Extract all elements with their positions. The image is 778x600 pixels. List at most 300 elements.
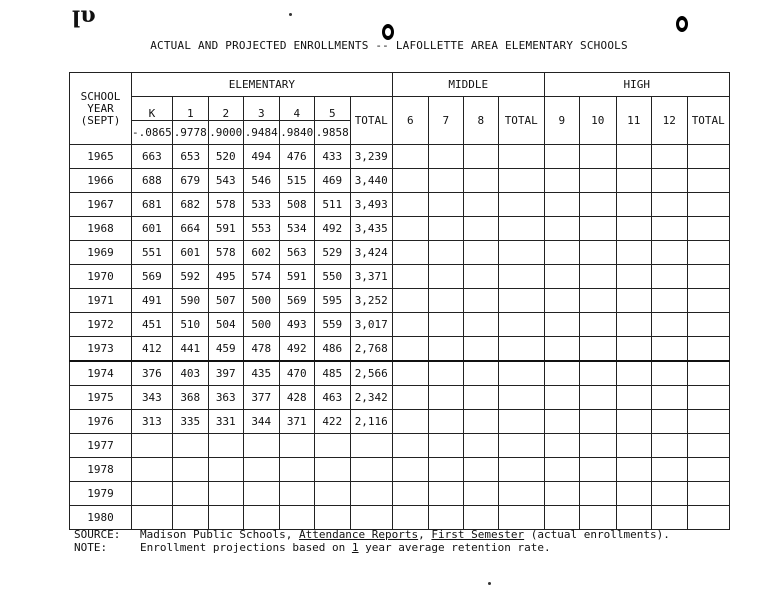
enrollment-cell: 511 [314, 193, 350, 217]
enrollment-cell: 591 [279, 265, 314, 289]
empty-cell [498, 313, 544, 337]
empty-cell [428, 289, 463, 313]
enrollment-cell: 682 [172, 193, 208, 217]
elementary-total-cell: 3,435 [350, 217, 392, 241]
enrollment-cell: 550 [314, 265, 350, 289]
enrollment-cell: 463 [314, 386, 350, 410]
year-cell: 1973 [70, 337, 132, 362]
empty-cell [544, 265, 579, 289]
empty-cell [428, 458, 463, 482]
enrollment-cell [208, 458, 243, 482]
enrollment-cell: 569 [279, 289, 314, 313]
empty-cell [687, 434, 729, 458]
retention-rate-5: .9858 [314, 121, 350, 145]
empty-cell [616, 289, 651, 313]
enrollment-cell: 546 [243, 169, 279, 193]
empty-cell [544, 289, 579, 313]
empty-cell [579, 361, 616, 386]
table-row [70, 410, 730, 434]
empty-cell [579, 482, 616, 506]
enrollment-cell: 492 [279, 337, 314, 362]
enrollment-cell: 533 [243, 193, 279, 217]
enrollment-cell: 510 [172, 313, 208, 337]
elementary-total-cell: 3,239 [350, 145, 392, 169]
empty-cell [463, 434, 498, 458]
empty-cell [616, 145, 651, 169]
empty-cell [544, 361, 579, 386]
enrollment-cell [314, 506, 350, 530]
empty-cell [498, 361, 544, 386]
handwritten-mark: ꞁυ [72, 2, 96, 28]
empty-cell [392, 313, 428, 337]
enrollment-cell: 491 [132, 289, 173, 313]
empty-cell [687, 265, 729, 289]
enrollment-cell: 553 [243, 217, 279, 241]
empty-cell [498, 289, 544, 313]
enrollment-cell [279, 506, 314, 530]
enrollment-cell [243, 482, 279, 506]
enrollment-cell: 433 [314, 145, 350, 169]
table-row [70, 386, 730, 410]
year-cell: 1972 [70, 313, 132, 337]
enrollment-cell [243, 506, 279, 530]
enrollment-cell: 451 [132, 313, 173, 337]
enrollment-cell: 664 [172, 217, 208, 241]
enrollment-cell [172, 434, 208, 458]
empty-cell [579, 458, 616, 482]
enrollment-cell [314, 458, 350, 482]
empty-cell [651, 169, 687, 193]
empty-cell [428, 386, 463, 410]
note-years: 1 [351, 541, 359, 554]
empty-cell [651, 458, 687, 482]
empty-cell [616, 265, 651, 289]
enrollment-cell: 507 [208, 289, 243, 313]
empty-cell [428, 482, 463, 506]
empty-cell [392, 241, 428, 265]
col-10: 10 [579, 97, 616, 145]
empty-cell [428, 434, 463, 458]
empty-cell [428, 265, 463, 289]
empty-cell [687, 289, 729, 313]
empty-cell [616, 337, 651, 362]
empty-cell [544, 434, 579, 458]
enrollment-cell: 663 [132, 145, 173, 169]
empty-cell [463, 361, 498, 386]
empty-cell [616, 193, 651, 217]
empty-cell [579, 506, 616, 530]
enrollment-cell: 495 [208, 265, 243, 289]
retention-rate-k: -.0865 [132, 121, 173, 145]
empty-cell [651, 145, 687, 169]
empty-cell [616, 458, 651, 482]
elementary-total-cell: 3,017 [350, 313, 392, 337]
empty-cell [544, 313, 579, 337]
empty-cell [544, 482, 579, 506]
retention-rate-1: .9778 [172, 121, 208, 145]
enrollment-cell: 397 [208, 361, 243, 386]
empty-cell [392, 289, 428, 313]
empty-cell [498, 217, 544, 241]
empty-cell [498, 506, 544, 530]
empty-cell [616, 313, 651, 337]
year-cell: 1975 [70, 386, 132, 410]
empty-cell [392, 265, 428, 289]
empty-cell [651, 506, 687, 530]
empty-cell [428, 506, 463, 530]
empty-cell [579, 313, 616, 337]
enrollment-cell [132, 482, 173, 506]
enrollment-cell: 435 [243, 361, 279, 386]
empty-cell [579, 241, 616, 265]
table-row [70, 169, 730, 193]
enrollment-cell: 363 [208, 386, 243, 410]
source-suffix: (actual enrollments). [524, 528, 670, 541]
empty-cell [498, 410, 544, 434]
elementary-group-header: ELEMENTARY [132, 73, 393, 97]
col-8: 8 [463, 97, 498, 145]
enrollment-cell: 520 [208, 145, 243, 169]
empty-cell [463, 289, 498, 313]
empty-cell [463, 458, 498, 482]
enrollment-cell [208, 434, 243, 458]
empty-cell [687, 169, 729, 193]
col-k: K [132, 97, 173, 121]
empty-cell [392, 193, 428, 217]
empty-cell [687, 361, 729, 386]
enrollment-cell [279, 482, 314, 506]
enrollment-cell: 679 [172, 169, 208, 193]
col-1: 1 [172, 97, 208, 121]
enrollment-cell: 428 [279, 386, 314, 410]
enrollment-cell: 459 [208, 337, 243, 362]
enrollment-cell: 569 [132, 265, 173, 289]
enrollment-cell [132, 434, 173, 458]
empty-cell [651, 337, 687, 362]
enrollment-cell: 653 [172, 145, 208, 169]
enrollment-cell [279, 458, 314, 482]
empty-cell [616, 361, 651, 386]
empty-cell [544, 169, 579, 193]
empty-cell [463, 241, 498, 265]
empty-cell [463, 506, 498, 530]
table-row [70, 337, 730, 362]
empty-cell [498, 386, 544, 410]
empty-cell [687, 506, 729, 530]
enrollment-cell [172, 458, 208, 482]
empty-cell [498, 193, 544, 217]
empty-cell [392, 458, 428, 482]
enrollment-cell: 343 [132, 386, 173, 410]
empty-cell [498, 241, 544, 265]
enrollment-cell [132, 458, 173, 482]
empty-cell [428, 145, 463, 169]
year-cell: 1977 [70, 434, 132, 458]
enrollment-cell: 681 [132, 193, 173, 217]
note-text: Enrollment projections based on [140, 541, 352, 554]
year-cell: 1965 [70, 145, 132, 169]
empty-cell [651, 217, 687, 241]
enrollment-cell: 331 [208, 410, 243, 434]
empty-cell [544, 337, 579, 362]
table-row [70, 482, 730, 506]
elementary-total-cell [350, 482, 392, 506]
year-cell: 1976 [70, 410, 132, 434]
empty-cell [579, 289, 616, 313]
empty-cell [428, 361, 463, 386]
empty-cell [544, 506, 579, 530]
note-suffix: year average retention rate. [358, 541, 551, 554]
enrollment-rows [70, 145, 730, 530]
empty-cell [579, 337, 616, 362]
enrollment-cell: 529 [314, 241, 350, 265]
empty-cell [544, 217, 579, 241]
enrollment-cell: 469 [314, 169, 350, 193]
enrollment-cell [172, 482, 208, 506]
enrollment-cell [243, 434, 279, 458]
source-line [74, 528, 670, 541]
enrollment-cell [314, 482, 350, 506]
retention-rate-2: .9000 [208, 121, 243, 145]
year-cell: 1980 [70, 506, 132, 530]
empty-cell [651, 193, 687, 217]
table-row [70, 313, 730, 337]
col-middle-total: TOTAL [498, 97, 544, 145]
empty-cell [463, 145, 498, 169]
empty-cell [498, 169, 544, 193]
elementary-total-cell: 2,768 [350, 337, 392, 362]
empty-cell [616, 482, 651, 506]
enrollment-cell [208, 482, 243, 506]
empty-cell [392, 337, 428, 362]
enrollment-cell: 371 [279, 410, 314, 434]
col-12: 12 [651, 97, 687, 145]
enrollment-cell: 578 [208, 193, 243, 217]
enrollment-cell [132, 506, 173, 530]
empty-cell [579, 217, 616, 241]
enrollment-cell: 591 [208, 217, 243, 241]
empty-cell [616, 434, 651, 458]
enrollment-cell: 377 [243, 386, 279, 410]
enrollment-cell: 601 [172, 241, 208, 265]
empty-cell [687, 458, 729, 482]
col-elem-total: TOTAL [350, 97, 392, 145]
elementary-total-cell: 3,371 [350, 265, 392, 289]
empty-cell [544, 410, 579, 434]
col-9: 9 [544, 97, 579, 145]
empty-cell [392, 410, 428, 434]
enrollment-cell: 515 [279, 169, 314, 193]
enrollment-cell: 335 [172, 410, 208, 434]
empty-cell [687, 217, 729, 241]
table-row [70, 241, 730, 265]
col-5: 5 [314, 97, 350, 121]
empty-cell [651, 241, 687, 265]
punch-hole-center [382, 24, 394, 40]
source-attendance-reports: Attendance Reports [298, 528, 419, 541]
enrollment-cell: 492 [314, 217, 350, 241]
empty-cell [579, 265, 616, 289]
empty-cell [392, 145, 428, 169]
col-high-total: TOTAL [687, 97, 729, 145]
col-6: 6 [392, 97, 428, 145]
empty-cell [579, 386, 616, 410]
enrollment-cell: 493 [279, 313, 314, 337]
retention-rate-4: .9840 [279, 121, 314, 145]
enrollment-cell: 470 [279, 361, 314, 386]
empty-cell [651, 482, 687, 506]
note-line [74, 541, 670, 554]
empty-cell [687, 386, 729, 410]
elementary-total-cell: 3,440 [350, 169, 392, 193]
table-row [70, 217, 730, 241]
enrollment-table [69, 72, 730, 530]
empty-cell [616, 410, 651, 434]
empty-cell [463, 265, 498, 289]
enrollment-cell: 590 [172, 289, 208, 313]
year-cell: 1970 [70, 265, 132, 289]
empty-cell [579, 434, 616, 458]
speck [289, 13, 292, 16]
year-cell: 1967 [70, 193, 132, 217]
enrollment-cell: 403 [172, 361, 208, 386]
empty-cell [687, 337, 729, 362]
elementary-total-cell: 3,493 [350, 193, 392, 217]
document-title: ACTUAL AND PROJECTED ENROLLMENTS -- LAFOLLETTE AREA ELEMENTARY SCHOOLS [150, 39, 628, 52]
empty-cell [687, 313, 729, 337]
empty-cell [392, 217, 428, 241]
year-cell: 1974 [70, 361, 132, 386]
empty-cell [651, 361, 687, 386]
empty-cell [544, 386, 579, 410]
empty-cell [544, 145, 579, 169]
source-separator: , [418, 528, 432, 541]
table-row [70, 458, 730, 482]
enrollment-cell: 592 [172, 265, 208, 289]
empty-cell [687, 145, 729, 169]
empty-cell [428, 313, 463, 337]
speck [488, 582, 491, 585]
enrollment-cell: 412 [132, 337, 173, 362]
enrollment-cell: 344 [243, 410, 279, 434]
enrollment-cell [279, 434, 314, 458]
col-11: 11 [616, 97, 651, 145]
enrollment-cell: 534 [279, 217, 314, 241]
enrollment-cell: 574 [243, 265, 279, 289]
empty-cell [687, 193, 729, 217]
enrollment-cell [243, 458, 279, 482]
elementary-total-cell [350, 506, 392, 530]
table-row [70, 434, 730, 458]
table-row [70, 289, 730, 313]
empty-cell [498, 265, 544, 289]
middle-group-header: MIDDLE [392, 73, 544, 97]
elementary-total-cell: 2,116 [350, 410, 392, 434]
empty-cell [392, 506, 428, 530]
year-cell: 1971 [70, 289, 132, 313]
elementary-total-cell [350, 434, 392, 458]
empty-cell [651, 313, 687, 337]
punch-hole-right [676, 16, 688, 32]
empty-cell [392, 169, 428, 193]
empty-cell [651, 386, 687, 410]
empty-cell [498, 458, 544, 482]
enrollment-cell: 486 [314, 337, 350, 362]
elementary-total-cell [350, 458, 392, 482]
elementary-total-cell: 3,252 [350, 289, 392, 313]
empty-cell [392, 434, 428, 458]
enrollment-cell: 368 [172, 386, 208, 410]
table-row [70, 193, 730, 217]
empty-cell [651, 265, 687, 289]
empty-cell [616, 169, 651, 193]
enrollment-cell: 478 [243, 337, 279, 362]
col-7: 7 [428, 97, 463, 145]
source-text: Madison Public Schools, [140, 528, 299, 541]
empty-cell [463, 410, 498, 434]
empty-cell [651, 410, 687, 434]
empty-cell [498, 482, 544, 506]
enrollment-cell: 688 [132, 169, 173, 193]
source-first-semester: First Semester [431, 528, 525, 541]
enrollment-cell: 578 [208, 241, 243, 265]
empty-cell [579, 410, 616, 434]
empty-cell [392, 386, 428, 410]
enrollment-cell [208, 506, 243, 530]
empty-cell [463, 313, 498, 337]
enrollment-cell: 563 [279, 241, 314, 265]
empty-cell [392, 361, 428, 386]
enrollment-cell [172, 506, 208, 530]
col-4: 4 [279, 97, 314, 121]
enrollment-cell: 422 [314, 410, 350, 434]
empty-cell [463, 169, 498, 193]
enrollment-cell: 595 [314, 289, 350, 313]
year-cell: 1969 [70, 241, 132, 265]
empty-cell [544, 193, 579, 217]
empty-cell [428, 241, 463, 265]
note-label: NOTE: [74, 541, 108, 554]
elementary-total-cell: 2,566 [350, 361, 392, 386]
table-row [70, 506, 730, 530]
empty-cell [579, 169, 616, 193]
empty-cell [616, 241, 651, 265]
enrollment-cell: 494 [243, 145, 279, 169]
empty-cell [544, 458, 579, 482]
empty-cell [579, 193, 616, 217]
empty-cell [463, 482, 498, 506]
empty-cell [428, 169, 463, 193]
empty-cell [428, 410, 463, 434]
high-group-header: HIGH [544, 73, 729, 97]
enrollment-cell: 559 [314, 313, 350, 337]
enrollment-cell: 504 [208, 313, 243, 337]
empty-cell [392, 482, 428, 506]
enrollment-cell: 601 [132, 217, 173, 241]
enrollment-cell [314, 434, 350, 458]
source-label: SOURCE: [74, 528, 121, 541]
elementary-total-cell: 3,424 [350, 241, 392, 265]
empty-cell [687, 482, 729, 506]
enrollment-cell: 376 [132, 361, 173, 386]
retention-rate-3: .9484 [243, 121, 279, 145]
enrollment-cell: 508 [279, 193, 314, 217]
elementary-total-cell: 2,342 [350, 386, 392, 410]
empty-cell [579, 145, 616, 169]
empty-cell [687, 410, 729, 434]
empty-cell [651, 289, 687, 313]
empty-cell [463, 386, 498, 410]
